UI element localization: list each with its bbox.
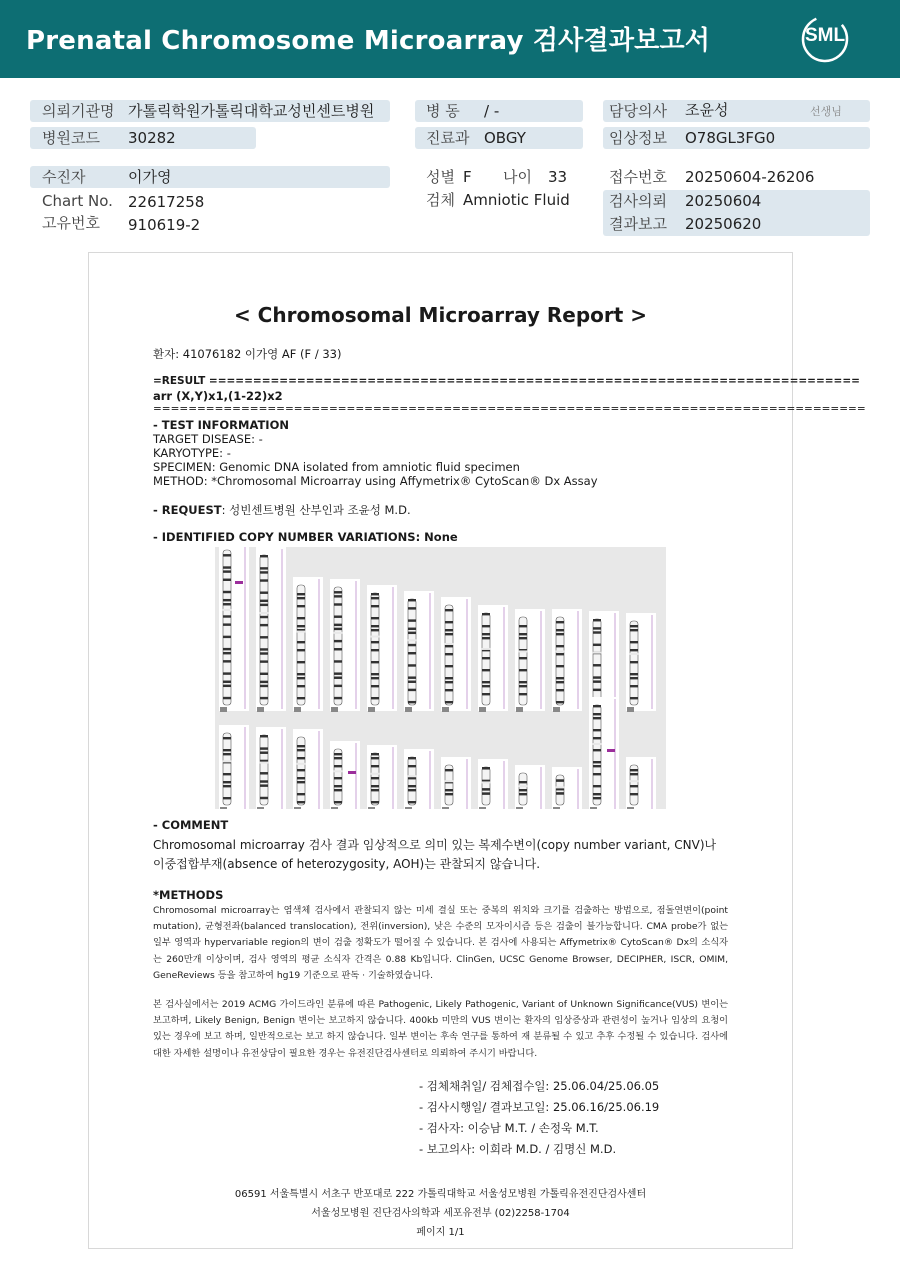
date-line-1: - 검체채취일/ 검체접수일: 25.06.04/25.06.05 [419, 1079, 660, 1093]
footer-department: 서울성모병원 진단검사의학과 세포유전부 (02)2258-1704 [311, 1208, 570, 1219]
chromosome [629, 621, 639, 705]
date-line-3: - 검사자: 이승남 M.T. / 손정욱 M.T. [419, 1121, 599, 1135]
request-value: : 성빈센트병원 산부인과 조윤성 M.D. [221, 503, 411, 517]
comment-heading: - COMMENT [153, 818, 229, 832]
chromosome [481, 767, 491, 805]
sex-value: F [463, 168, 472, 186]
date-line-4: - 보고의사: 이희라 M.D. / 김명신 M.D. [419, 1142, 617, 1156]
chromosome [296, 585, 306, 705]
result-line: =RESULT ========================================================================== [153, 375, 860, 387]
chromosome [629, 765, 639, 805]
hospital-code-value: 30282 [128, 129, 176, 147]
chromosome [222, 550, 232, 705]
request-org-value: 가톨릭학원가톨릭대학교성빈센트병원 [128, 102, 375, 120]
date-line-2: - 검사시행일/ 결과보고일: 25.06.16/25.06.19 [419, 1100, 660, 1114]
target-disease: TARGET DISEASE: - [153, 432, 263, 446]
cnv-heading: - IDENTIFIED COPY NUMBER VARIATIONS: None [153, 530, 458, 544]
chromosome [444, 765, 454, 805]
doctor-label: 담당의사 [609, 102, 667, 120]
chromosome [444, 605, 454, 705]
report-header [0, 0, 900, 78]
receipt-label: 접수번호 [609, 168, 667, 186]
receipt-value: 20250604-26206 [685, 168, 815, 186]
report-document [88, 252, 866, 1249]
chromosome [518, 617, 528, 705]
methods-paragraph-1: Chromosomal microarray는 염색체 검사에서 관찰되지 않는 미세 결실 또는 중복의 위치와 크기를 검출하는 방법으로, 점돌연변이(point mutation), 균형전좌(balanced translocation), 전위(inversion), 낮은 수준의 모자이시즘 등은 검출이 불가능합니다. CMA probe가 없는 일부 영역과 hypervariable region의 변이 검출 정확도가 떨어질 수 있습니다. 본 검사에 사용되는 Affymetrix® CytoScan® Dx의 소식자는 260만개 이상이며, 검사 영역의 평균 소식자 간격은 0.88 Kb입니다. ClinGen, UCSC Genome Browser, DECIPHER, ISCR, OMIM, GeneReviews 등을 참고하여 hg19 기준으로 판독 · 기술하였습니다. [153, 905, 728, 981]
chromosome [518, 773, 528, 805]
chromosome [592, 705, 602, 805]
result-report-label: 결과보고 [609, 215, 667, 233]
unique-value: 910619-2 [128, 216, 201, 234]
ward-label: 병 동 [426, 102, 460, 120]
report-title: < Chromosomal Microarray Report > [233, 303, 648, 327]
request-org-label: 의뢰기관명 [42, 102, 115, 120]
page-title: Prenatal Chromosome Microarray 검사결과보고서 [26, 26, 711, 56]
chromosome [555, 617, 565, 705]
specimen-value: Amniotic Fluid [463, 191, 570, 209]
unique-label: 고유번호 [42, 214, 100, 232]
chromosome [296, 737, 306, 805]
test-request-value: 20250604 [685, 192, 762, 210]
marker [607, 749, 615, 752]
comment-line-1: Chromosomal microarray 검사 결과 임상적으로 의미 있는 복제수변이(copy number variant, CNV)나 [153, 838, 717, 852]
test-info-heading: - TEST INFORMATION [153, 418, 289, 432]
request-heading: - REQUEST [153, 503, 222, 517]
methods-heading: *METHODS [153, 888, 224, 902]
specimen-line: SPECIMEN: Genomic DNA isolated from amniotic fluid specimen [153, 460, 520, 474]
chromosome [222, 733, 232, 805]
chromosome [333, 587, 343, 705]
karyogram-image [215, 547, 666, 809]
chromosome [481, 613, 491, 705]
age-label: 나이 [503, 168, 532, 186]
chromosome [370, 753, 380, 805]
clinical-value: O78GL3FG0 [685, 129, 776, 147]
result-value: arr (X,Y)x1,(1-22)x2 [153, 389, 283, 403]
marker [348, 771, 356, 774]
doctor-value: 조윤성 [685, 101, 729, 119]
comment-line-2: 이중접합부재(absence of heterozygosity, AOH)는 관찰되지 않습니다. [153, 857, 541, 871]
hospital-code-label: 병원코드 [42, 129, 100, 147]
ward-value: / - [484, 102, 500, 120]
chromosome [407, 599, 417, 705]
chart-value: 22617258 [128, 193, 205, 211]
request-line [153, 502, 411, 518]
chromosome [592, 619, 602, 705]
clinical-label: 임상정보 [609, 129, 667, 147]
result-report-value: 20250620 [685, 215, 762, 233]
chromosome [370, 593, 380, 705]
age-value: 33 [548, 168, 568, 186]
page-number: 페이지 1/1 [416, 1227, 465, 1238]
logo-text: SML [804, 25, 846, 46]
dept-label: 진료과 [426, 129, 470, 147]
karyotype: KARYOTYPE: - [153, 446, 231, 460]
examinee-label: 수진자 [42, 168, 86, 186]
report-patient-line: 환자: 41076182 이가영 AF (F / 33) [153, 347, 342, 361]
doctor-suffix: 선생님 [810, 105, 842, 118]
dept-value: OBGY [484, 129, 526, 147]
chart-label: Chart No. [42, 192, 113, 210]
examinee-value: 이가영 [128, 168, 172, 186]
methods-paragraph-2: 본 검사실에서는 2019 ACMG 가이드라인 분류에 따른 Pathogenic, Likely Pathogenic, Variant of Unknown Significance(VUS) 변이는 보고하며, Likely Benign, Benign 변이는 보고하지 않습니다. 400kb 미만의 VUS 변이는 환자의 임상증상과 관련성이 높거나 임상의 요청이 있는 경우에 보고 하며, 일반적으로는 보고 하지 않습니다. 일부 변이는 후속 연구를 통하여 재 분류될 수 있고 추후 수정될 수 있습니다. 검사에 대한 자세한 설명이나 유전상담이 필요한 경우는 유전진단검사센터로 의뢰하여 주시기 바랍니다. [153, 999, 728, 1059]
chromosome [259, 555, 269, 705]
chromosome [259, 735, 269, 805]
footer-address: 06591 서울특별시 서초구 반포대로 222 가톨릭대학교 서울성모병원 가톨릭유전진단검사센터 [234, 1189, 647, 1200]
sex-label: 성별 [426, 168, 455, 186]
marker [235, 581, 243, 584]
chromosome [555, 775, 565, 805]
chromosome [333, 749, 343, 805]
method-line: METHOD: *Chromosomal Microarray using Affymetrix® CytoScan® Dx Assay [153, 474, 598, 488]
test-request-label: 검사의뢰 [609, 192, 667, 210]
chromosome [407, 757, 417, 805]
specimen-label: 검체 [426, 191, 455, 209]
result-divider: ================================================================================= [153, 403, 866, 415]
